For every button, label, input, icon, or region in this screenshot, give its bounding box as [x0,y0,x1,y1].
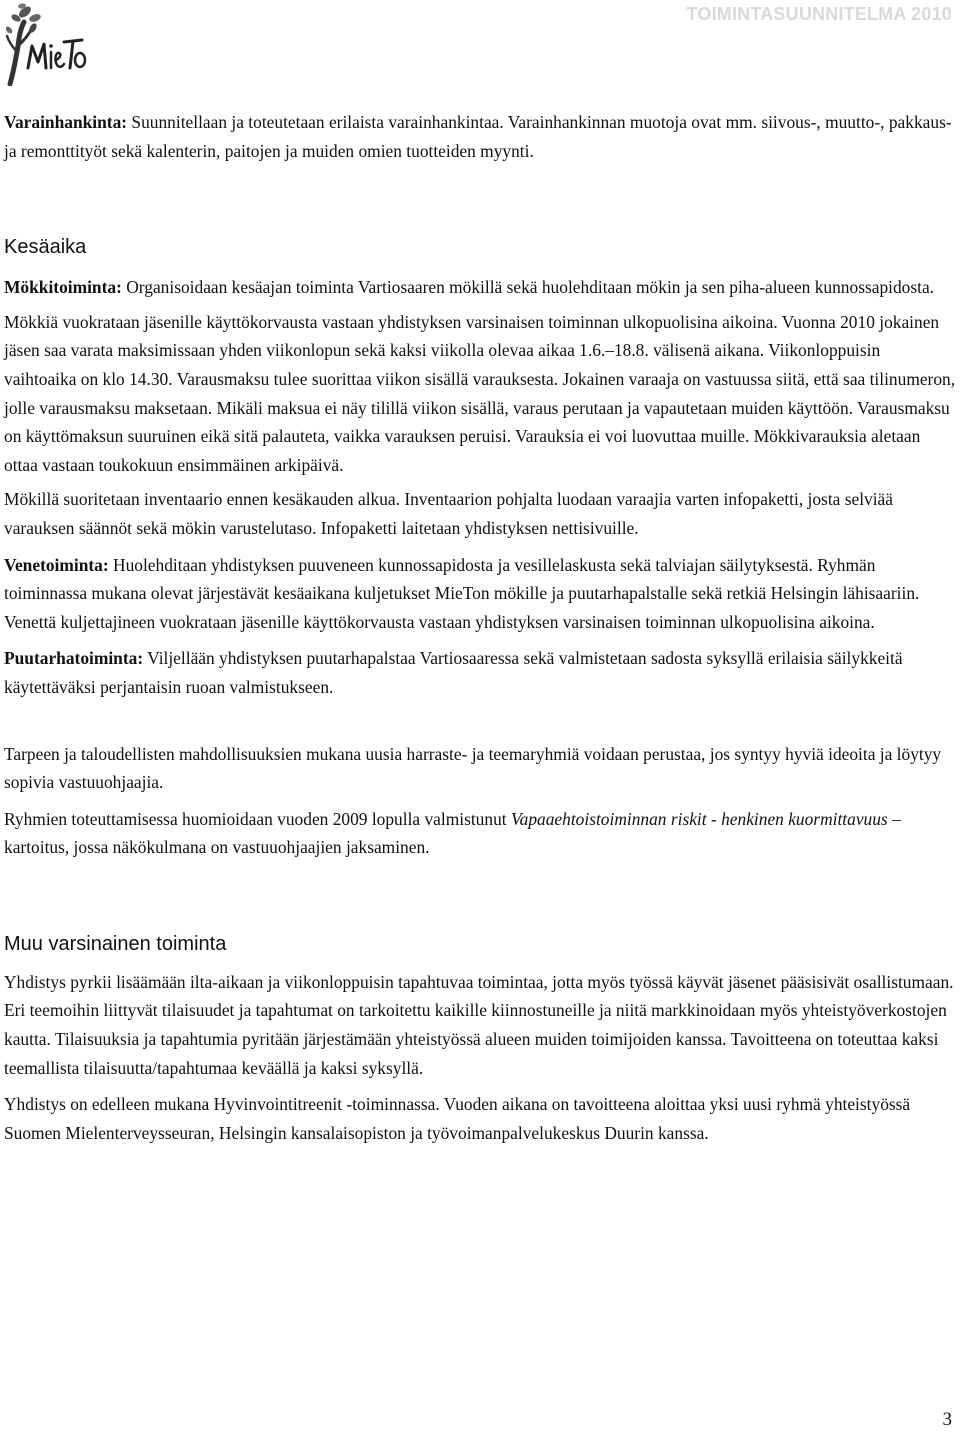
text-toteuttaminen-end: – kartoitus, jossa näkökulmana on vastuuohjaajien jaksaminen. [4,808,901,858]
paragraph-mokkitoiminta [4,273,956,302]
text-puutarhatoiminta: Viljellään yhdistyksen puutarhapalstaa Vartiosaaressa sekä valmistetaan sadosta syksyllä erilaisia säilykkeitä käytettäväksi perjantaisin ruoan valmistukseen. [4,648,903,697]
paragraph-muu-toiminta-1: Yhdistys pyrkii lisäämään ilta-aikaan ja viikonloppuisin tapahtuvaa toimintaa, jotta myös työssä käyvät jäsenet pääsisivät osallistumaan. Eri teemoihin liittyvät tilaisuudet ja tapahtumat on tarkoitettu kaikille kiinnostuneille ja niitä markkinoidaan myös yhteistyöverkostojen kautta. Tilaisuuksia ja tapahtumia pyritään järjestämään yhteistyössä alueen muiden toimijoiden kanssa. Tavoitteena on toteuttaa kaksi teemallista tilaisuutta/tapahtumaa keväällä ja kaksi syksyllä. [4,971,954,1078]
label-venetoiminta: Venetoiminta: [4,554,109,575]
paragraph-uudet-ryhmat: Tarpeen ja taloudellisten mahdollisuuksien mukana uusia harraste- ja teemaryhmiä voidaan perustaa, jos syntyy hyviä ideoita ja löytyy sopivia vastuuohjaajia. [4,743,942,793]
paragraph-varainhankinta [4,108,956,165]
mieto-logo [2,2,88,86]
text-mokkitoiminta: Organisoidaan kesäajan toiminta Vartiosaaren mökillä sekä huolehditaan mökin ja sen piha-alueen kunnossapidosta. [121,277,935,298]
text-toteuttaminen-start: Ryhmien toteuttamisessa huomioidaan vuoden 2009 lopulla valmistunut [4,808,511,829]
text-varainhankinta: Suunnitellaan ja toteutetaan erilaista varainhankintaa. Varainhankinnan muotoja ovat mm. siivous-, muutto-, pakkaus- ja remonttityöt sekä kalenterin, paitojen ja muiden omien tuotteiden myynti. [4,112,952,161]
heading-muu-toiminta: Muu varsinainen toiminta [4,932,227,955]
paragraph-muu-toiminta-2: Yhdistys on edelleen mukana Hyvinvointitreenit -toiminnassa. Vuoden aikana on tavoitteena aloittaa yksi uusi ryhmä yhteistyössä Suomen Mielenterveysseuran, Helsingin kansalaisopiston ja työvoimanpalvelukeskus Duurin kanssa. [4,1094,911,1143]
document-body [4,108,956,1147]
paragraph-inventaario: Mökillä suoritetaan inventaario ennen kesäkauden alkua. Inventaarion pohjalta luodaan varaajia varten infopaketti, josta selviää varauksen säännöt sekä mökin varustelutaso. Infopaketti laitetaan yhdistyksen nettisivuille. [4,489,893,538]
label-puutarhatoiminta: Puutarhatoiminta: [4,648,144,669]
paragraph-venetoiminta [4,551,956,637]
tree-logo-icon [2,2,88,86]
document-header-title: TOIMINTASUUNNITELMA 2010 [686,4,952,24]
label-varainhankinta: Varainhankinta: [4,112,128,132]
heading-kesaaika: Kesäaika [4,236,87,259]
paragraph-mokki-vuokraus: Mökkiä vuokrataan jäsenille käyttökorvausta vastaan yhdistyksen varsinaisen toiminnan ulkopuolisina aikoina. Vuonna 2010 jokainen jäsen saa varata maksimissaan yhden viikonlopun sekä kaksi viikolla olevaa aikaa 1.6.–18.8. välisenä aikana. Viikonloppuisin vaihtoaika on klo 14.30. Varausmaksu tulee suorittaa viikon sisällä varauksesta. Jokainen varaaja on vastuussa siitä, että saa tilinumeron, jolle varausmaksu maksetaan. Mikäli maksua ei näy tilillä viikon sisällä, varaus perutaan ja vapautetaan muiden käyttöön. Varausmaksu on käyttömaksun suuruinen eikä sitä palauteta, vaikka varauksen peruisi. Varauksia ei voi luovuttaa muille. Mökkivarauksia aletaan ottaa vastaan toukokuun ensimmäinen arkipäivä. [4,311,956,475]
page-number: 3 [942,1409,952,1430]
paragraph-puutarhatoiminta [4,644,956,701]
text-venetoiminta: Huolehditaan yhdistyksen puuveneen kunnossapidosta ja vesillelaskusta sekä talviajan säilytyksestä. Ryhmän toiminnassa mukana olevat järjestävät kesäaikana kuljetukset MieTon mökille ja puutarhapalstalle sekä retkiä Helsingin lähisaariin. Venettä kuljettajineen vuokrataan jäsenille käyttökorvausta vastaan yhdistyksen varsinaisen toiminnan ulkopuolisina aikoina. [4,554,920,632]
paragraph-ryhmien-toteuttaminen [4,805,956,862]
report-title-italic: Vapaaehtoistoiminnan riskit - henkinen kuormittavuus [510,808,888,829]
label-mokkitoiminta: Mökkitoiminta: [4,277,122,298]
